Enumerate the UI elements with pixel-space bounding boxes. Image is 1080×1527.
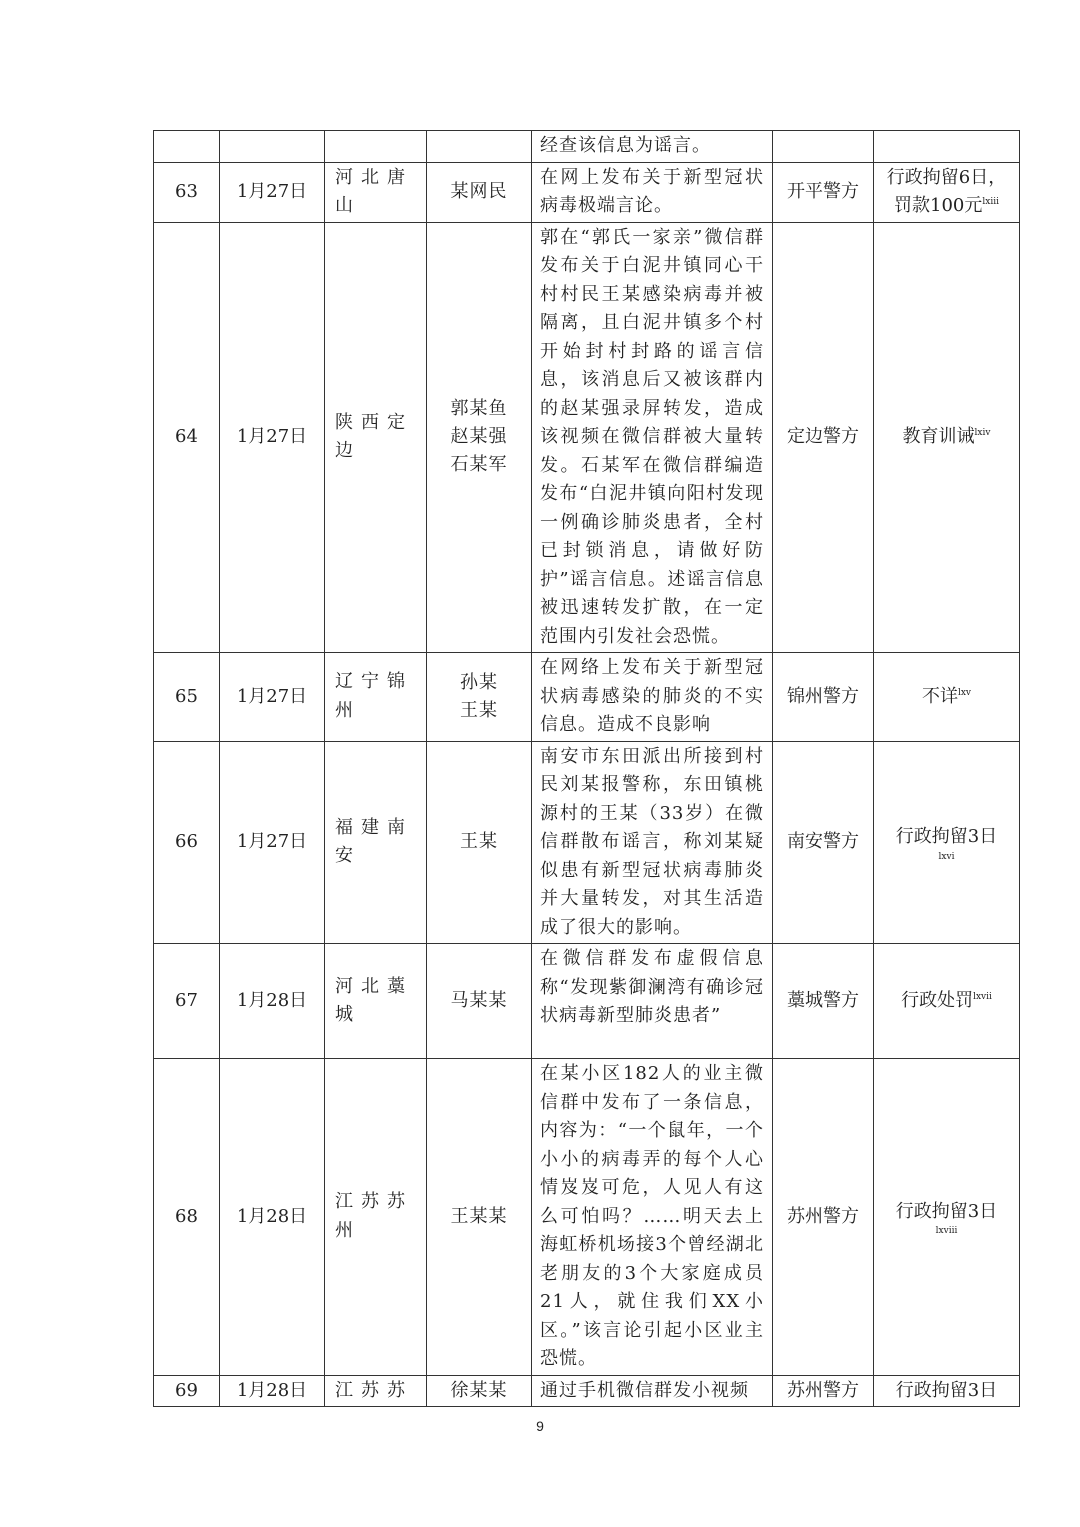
penalty-text: 教育训诫 [902, 426, 975, 447]
table-row [154, 944, 1020, 1059]
footnote-ref: lxvii [973, 991, 992, 1002]
person-name: 王某某 [450, 1205, 508, 1227]
person-name: 郭某鱼 [450, 398, 508, 420]
person-name: 孙某 [460, 671, 498, 693]
row-number-cell: 67 [154, 944, 220, 1059]
names-cell [427, 1059, 532, 1376]
footnote-ref: lxiii [982, 197, 999, 207]
penalty-text: 行政拘留3日 [895, 1379, 998, 1401]
footnote-ref: lxiv [974, 428, 991, 438]
person-name: 石某军 [450, 454, 508, 476]
date-cell: 1月27日 [220, 653, 325, 742]
description-cell: 南安市东田派出所接到村民刘某报警称，东田镇桃源村的王某（33岁）在微信群散布谣言，称刘某疑似患有新型冠状病毒肺炎并大量转发，对其生活造成了很大的影响。 [532, 741, 773, 944]
description-cell: 在网络上发布关于新型冠状病毒感染的肺炎的不实信息。造成不良影响 [532, 653, 773, 742]
date-cell: 1月27日 [220, 162, 325, 222]
penalty-text: 行政拘留6日，罚款100元 [886, 166, 1007, 216]
penalty-cell [874, 653, 1020, 742]
penalty-text: 行政拘留3日 [895, 826, 998, 847]
description-cell: 在微信群发布虚假信息称“发现紫御澜湾有确诊冠状病毒新型肺炎患者” [532, 944, 773, 1059]
authority-cell: 南安警方 [773, 741, 874, 944]
person-name: 徐某某 [450, 1379, 508, 1401]
table-row [154, 653, 1020, 742]
authority-cell: 苏州警方 [773, 1375, 874, 1407]
names-cell [427, 741, 532, 944]
table-row [154, 741, 1020, 944]
penalty-cell [874, 1059, 1020, 1376]
footnote-ref: lxviii [935, 1226, 958, 1236]
description-cell: 郭在“郭氏一家亲”微信群发布关于白泥井镇同心干村村民王某感染病毒并被隔离，且白泥井镇多个村开始封村封路的谣言信息，该消息后又被该群内的赵某强录屏转发，造成该视频在微信群被大量转发。石某军在微信群编造发布“白泥井镇向阳村发现一例确诊肺炎患者，全村已封锁消息，请做好防护”谣言信息。述谣言信息被迅速转发扩散，在一定范围内引发社会恐慌。 [532, 222, 773, 653]
penalty-text: 行政拘留3日 [895, 1200, 998, 1222]
penalty-cell [874, 741, 1020, 944]
table-row [154, 222, 1020, 653]
names-cell [427, 1375, 532, 1407]
row-number-cell: 64 [154, 222, 220, 653]
incident-table [153, 130, 1020, 1407]
person-name: 王某 [460, 699, 498, 721]
row-number-cell [154, 131, 220, 163]
row-number-cell: 69 [154, 1375, 220, 1407]
row-number-cell: 63 [154, 162, 220, 222]
region-cell: 辽宁锦州 [325, 653, 427, 742]
table-row [154, 162, 1020, 222]
names-cell [427, 222, 532, 653]
region-cell: 江苏苏 [325, 1375, 427, 1407]
footnote-ref: lxv [957, 687, 972, 698]
description-cell: 通过手机微信群发小视频 [532, 1375, 773, 1407]
names-cell [427, 944, 532, 1059]
date-cell: 1月28日 [220, 944, 325, 1059]
page-number: 9 [536, 1418, 544, 1434]
authority-cell: 藁城警方 [773, 944, 874, 1059]
penalty-cell [874, 222, 1020, 653]
authority-cell: 锦州警方 [773, 653, 874, 742]
region-cell: 河北唐山 [325, 162, 427, 222]
row-number-cell: 66 [154, 741, 220, 944]
table-row [154, 1059, 1020, 1376]
person-name: 某网民 [450, 181, 508, 202]
date-cell: 1月28日 [220, 1375, 325, 1407]
person-name: 王某 [460, 831, 498, 853]
date-cell: 1月28日 [220, 1059, 325, 1376]
table-row [154, 1375, 1020, 1407]
region-cell: 福建南安 [325, 741, 427, 944]
region-cell [325, 131, 427, 163]
description-cell: 在某小区182人的业主微信群中发布了一条信息，内容为：“一个鼠年，一个小小的病毒弄的每个人心情岌岌可危，人见人有这么可怕吗？……明天去上海虹桥机场接3个曾经湖北老朋友的3个大家庭成员21人，就住我们XX小区。”该言论引起小区业主恐慌。 [532, 1059, 773, 1376]
authority-cell: 苏州警方 [773, 1059, 874, 1376]
penalty-cell [874, 162, 1020, 222]
penalty-text: 不详 [921, 685, 958, 707]
person-name: 马某某 [450, 990, 508, 1011]
penalty-text: 行政处罚 [901, 989, 974, 1011]
row-number-cell: 65 [154, 653, 220, 742]
authority-cell: 开平警方 [773, 162, 874, 222]
region-cell: 陕西定边 [325, 222, 427, 653]
table-row [154, 131, 1020, 163]
region-cell: 河北藁城 [325, 944, 427, 1059]
date-cell [220, 131, 325, 163]
names-cell [427, 162, 532, 222]
penalty-cell [874, 1375, 1020, 1407]
authority-cell: 定边警方 [773, 222, 874, 653]
names-cell [427, 653, 532, 742]
description-cell: 在网上发布关于新型冠状病毒极端言论。 [532, 162, 773, 222]
description-cell: 经查该信息为谣言。 [532, 131, 773, 163]
table-body [154, 131, 1020, 1407]
date-cell: 1月27日 [220, 222, 325, 653]
row-number-cell: 68 [154, 1059, 220, 1376]
footnote-ref: lxvi [938, 851, 955, 862]
date-cell: 1月27日 [220, 741, 325, 944]
penalty-cell [874, 944, 1020, 1059]
names-cell [427, 131, 532, 163]
penalty-cell [874, 131, 1020, 163]
person-name: 赵某强 [450, 426, 508, 448]
region-cell: 江苏苏州 [325, 1059, 427, 1376]
authority-cell [773, 131, 874, 163]
